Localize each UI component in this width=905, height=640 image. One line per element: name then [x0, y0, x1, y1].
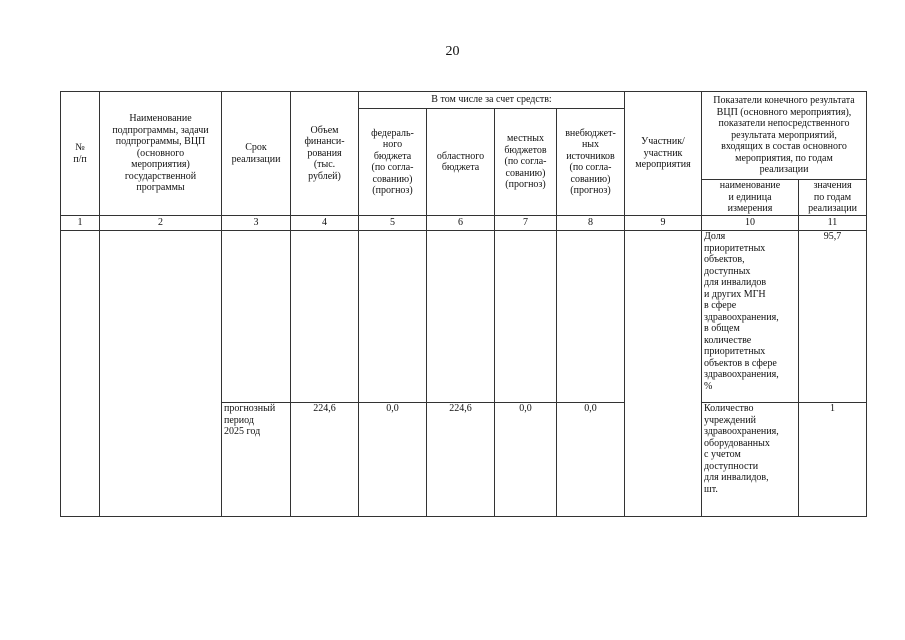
header-indicators-group: Показатели конечного результата ВЦП (основного мероприятия), показатели непосредственного результата мероприятий, входящих в состав основного мероприятия, по годам реализации	[702, 92, 867, 180]
column-number: 5	[359, 216, 427, 231]
row-name-cell	[100, 231, 222, 517]
header-participant: Участник/ участник мероприятия	[625, 92, 702, 216]
column-number: 11	[799, 216, 867, 231]
page-number: 20	[445, 44, 460, 59]
local-cell	[495, 231, 557, 403]
local-cell: 0,0	[495, 403, 557, 517]
federal-cell: 0,0	[359, 403, 427, 517]
participant-cell	[625, 231, 702, 517]
indicator-name-cell: Доля приоритетных объектов, доступных для инвалидов и других МГН в сфере здравоохранения, в общем количестве приоритетных объектов в сфере здравоохранения, %	[702, 231, 799, 403]
regional-cell: 224,6	[427, 403, 495, 517]
header-funding: Объем финанси- рования (тыс. рублей)	[291, 92, 359, 216]
indicator-value-cell: 1	[799, 403, 867, 517]
column-number: 1	[61, 216, 100, 231]
indicator-name-cell: Количество учреждений здравоохранения, оборудованных с учетом доступности для инвалидов, шт.	[702, 403, 799, 517]
extra-cell: 0,0	[557, 403, 625, 517]
period-cell: прогнозный период 2025 год	[222, 403, 291, 517]
header-indicator-values: значения по годам реализации	[799, 180, 867, 216]
header-sources-group: В том числе за счет средств:	[359, 92, 625, 109]
column-number: 9	[625, 216, 702, 231]
header-period: Срок реализации	[222, 92, 291, 216]
regional-cell	[427, 231, 495, 403]
column-number: 6	[427, 216, 495, 231]
row-number-cell	[61, 231, 100, 517]
header-name: Наименование подпрограммы, задачи подпрограммы, ВЦП (основного мероприятия) государственной программы	[100, 92, 222, 216]
column-number: 8	[557, 216, 625, 231]
federal-cell	[359, 231, 427, 403]
program-table	[60, 91, 867, 517]
header-federal: федераль- ного бюджета (по согла- сованию) (прогноз)	[359, 109, 427, 216]
header-regional: областного бюджета	[427, 109, 495, 216]
period-cell	[222, 231, 291, 403]
column-number: 2	[100, 216, 222, 231]
indicator-value-cell: 95,7	[799, 231, 867, 403]
header-number: № п/п	[61, 92, 100, 216]
amount-cell	[291, 231, 359, 403]
extra-cell	[557, 231, 625, 403]
table-row	[61, 231, 867, 403]
column-number: 3	[222, 216, 291, 231]
column-number: 4	[291, 216, 359, 231]
column-number: 7	[495, 216, 557, 231]
header-indicator-name: наименование и единица измерения	[702, 180, 799, 216]
header-extra: внебюджет- ных источников (по согла- сованию) (прогноз)	[557, 109, 625, 216]
column-number: 10	[702, 216, 799, 231]
amount-cell: 224,6	[291, 403, 359, 517]
header-local: местных бюджетов (по согла- сованию) (прогноз)	[495, 109, 557, 216]
